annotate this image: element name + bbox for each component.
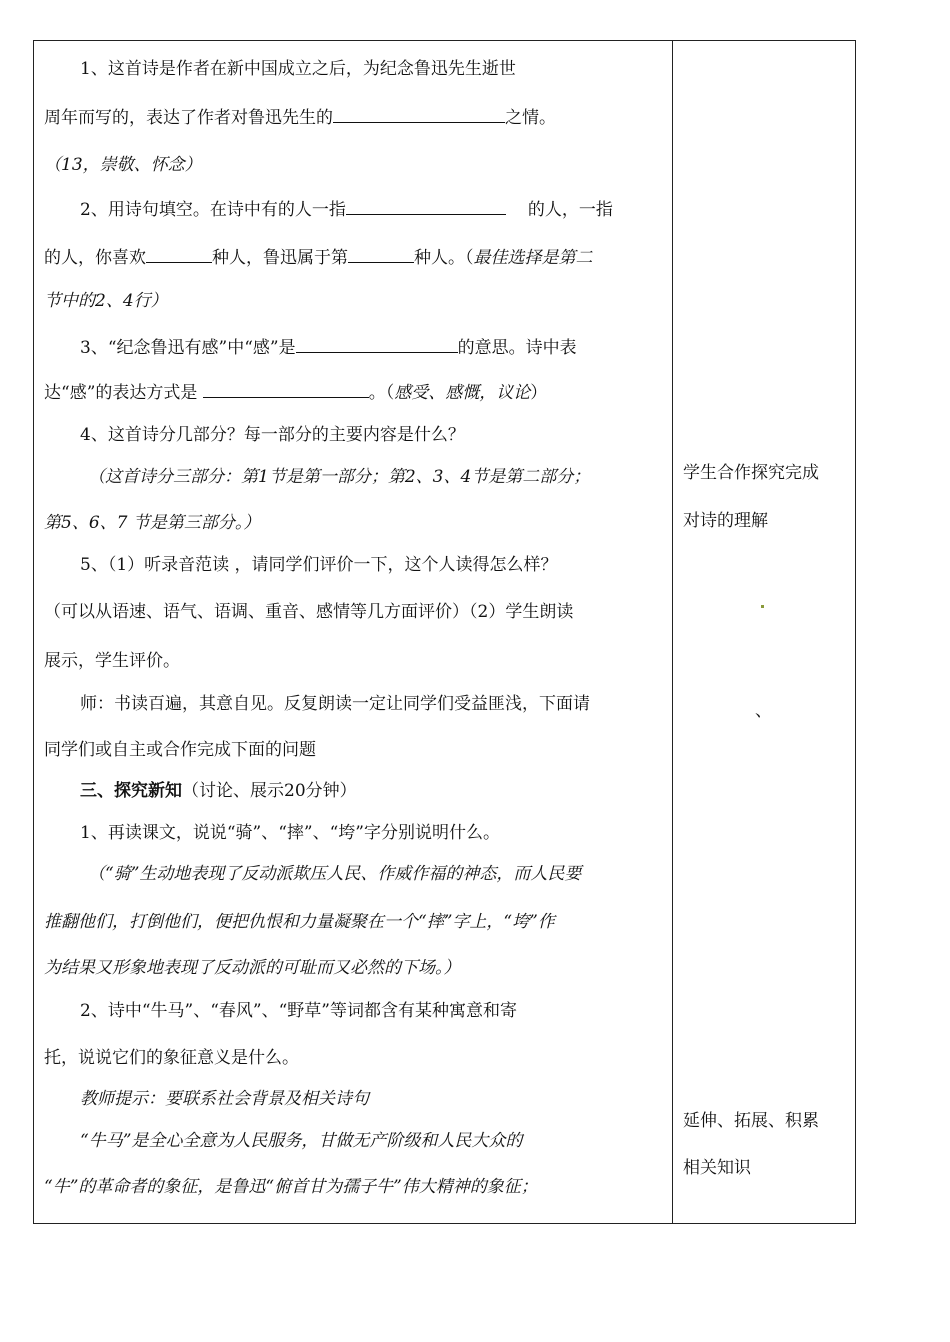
question-2: 2、用诗句填空。在诗中有的人一指 的人，一指 [80, 200, 613, 220]
side-note-1: 学生合作探究完成 [683, 463, 819, 483]
question-3: 3、“纪念鲁迅有感”中“感”是 的意思。诗中表 [80, 338, 577, 358]
explore-1-answer: （“骑”生动地表现了反动派欺压人民、作威作福的神态，而人民要 [88, 864, 582, 884]
fill-blank[interactable] [146, 246, 212, 263]
explore-2-answer: “牛马”是全心全意为人民服务，甘做无产阶级和人民大众的 [80, 1131, 523, 1151]
explore-2-answer-cont: “牛”的革命者的象征，是鲁迅“俯首甘为孺子牛”伟大精神的象征； [44, 1177, 538, 1197]
question-1: 1、这首诗是作者在新中国成立之后，为纪念鲁迅先生逝世 [80, 59, 516, 79]
answer-4: （这首诗分三部分：第1节是第一部分；第2、3、4节是第二部分； [88, 467, 591, 487]
fill-blank[interactable] [296, 336, 458, 353]
teacher-remark-cont: 同学们或自主或合作完成下面的问题 [44, 740, 316, 760]
explore-2-cont: 托，说说它们的象征意义是什么。 [44, 1048, 299, 1068]
teacher-remark: 师：书读百遍，其意自见。反复朗读一定让同学们受益匪浅，下面请 [80, 694, 590, 714]
side-mark: 、 [755, 701, 772, 721]
side-note-2: 延伸、拓展、积累 [683, 1111, 819, 1131]
explore-1-answer-cont: 推翻他们，打倒他们，便把仇恨和力量凝聚在一个“摔”字上，“垮”作 [44, 912, 555, 932]
question-5: 5、（1）听录音范读 ，请同学们评价一下，这个人读得怎么样？ [80, 555, 558, 575]
question-5-cont: （可以从语速、语气、语调、重音、感情等几方面评价）（2）学生朗读 [44, 602, 574, 622]
explore-1-answer-cont2: 为结果又形象地表现了反动派的可耻而又必然的下场。） [44, 958, 461, 978]
speck-mark [761, 605, 764, 608]
explore-1: 1、再读课文，说说“骑”、“摔”、“垮”字分别说明什么。 [80, 823, 500, 843]
side-note-1-cont: 对诗的理解 [683, 511, 768, 531]
section-heading: 三、探究新知（讨论、展示20分钟） [80, 781, 357, 801]
answer-1: （13，崇敬、怀念） [44, 155, 202, 175]
teacher-hint: 教师提示：要联系社会背景及相关诗句 [80, 1089, 369, 1109]
fill-blank[interactable] [348, 246, 414, 263]
question-3-cont: 达“感”的表达方式是 。（感受、感慨，议论） [44, 383, 548, 403]
explore-2: 2、诗中“牛马”、“春风”、“野草”等词都含有某种寓意和寄 [80, 1001, 517, 1021]
column-divider [672, 40, 673, 1224]
fill-blank[interactable] [203, 381, 369, 398]
side-note-2-cont: 相关知识 [683, 1158, 751, 1178]
fill-blank[interactable] [333, 106, 505, 123]
fill-blank[interactable] [346, 198, 506, 215]
question-4: 4、这首诗分几部分？每一部分的主要内容是什么？ [80, 425, 465, 445]
question-1-cont: 周年而写的，表达了作者对鲁迅先生的 之情。 [44, 108, 556, 128]
answer-2: 节中的2、4行） [44, 291, 168, 311]
question-2-cont: 的人，你喜欢 种人，鲁迅属于第 种人。（最佳选择是第二 [44, 248, 593, 268]
question-5-cont2: 展示，学生评价。 [44, 651, 180, 671]
answer-4-cont: 第5、6、7 节是第三部分。） [44, 513, 261, 533]
